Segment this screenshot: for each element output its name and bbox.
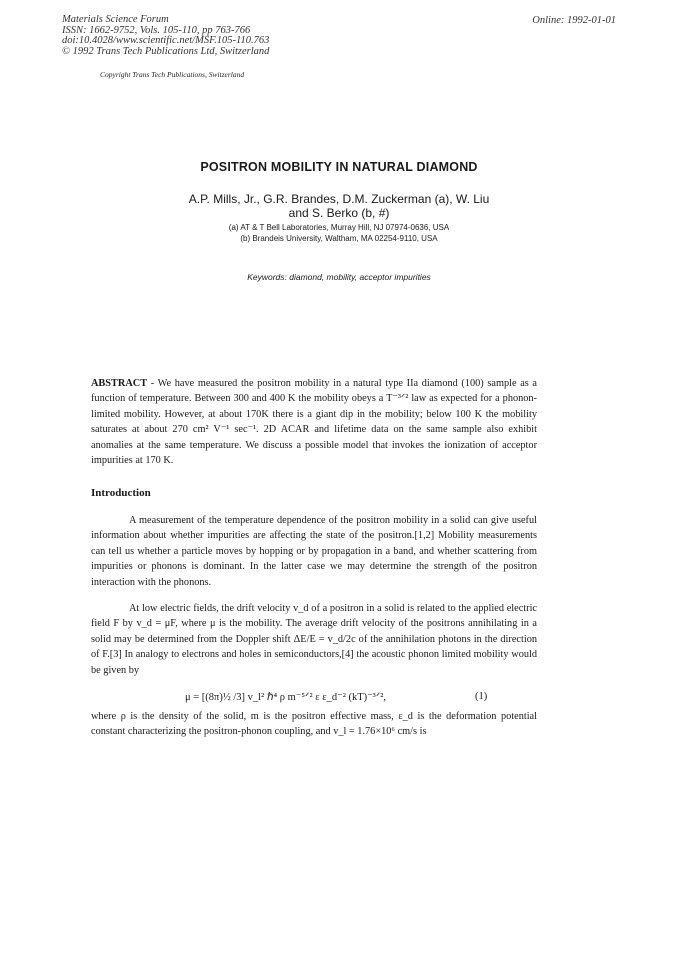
issn-line: ISSN: 1662-9752, Vols. 105-110, pp 763-766 xyxy=(62,24,251,36)
abstract-label: ABSTRACT xyxy=(91,378,148,389)
paper-title: POSITRON MOBILITY IN NATURAL DIAMOND xyxy=(200,160,478,174)
intro-paragraph-3: where ρ is the density of the solid, m is the positron effective mass, ε_d is the deformation potential constant characterizing the positron-phonon coupling, and v_l = 1.76×10⁶ cm/s is xyxy=(91,711,537,738)
affiliation-a: (a) AT & T Bell Laboratories, Murray Hill, NJ 07974-0636, USA xyxy=(228,223,450,232)
doi-line: doi:10.4028/www.scientific.net/MSF.105-110.763 xyxy=(62,35,270,46)
keywords: Keywords: diamond, mobility, acceptor impurities xyxy=(247,272,431,282)
equation-number: (1) xyxy=(475,691,488,702)
author-block xyxy=(0,193,678,220)
journal-name: Materials Science Forum xyxy=(62,14,169,25)
intro-paragraph-2: At low electric fields, the drift velocity v_d of a positron in a solid is related to the applied electric field F by v_d = μF, where μ is the mobility. The average drift velocity of the positrons annihilating in a solid may be determined from the Doppler shift ΔE/E = v_d/2c of the annihilation photons in the direction of F.[3] In analogy to electrons and holes in semiconductors,[4] the acoustic phonon limited mobility would be given by xyxy=(91,603,537,676)
affiliations xyxy=(0,222,678,244)
abstract-text: - We have measured the positron mobility in a natural type IIa diamond (100) sample as a function of temperature. Between 300 and 400 K the mobility obeys a T⁻³ᐟ² law as expected for a phonon-limited mobility. However, at about 170K there is a giant dip in the mobility; below 100 K the mobility saturates at about 270 cm² V⁻¹ sec⁻¹. 2D ACAR and lifetime data on the same sample also exhibit anomalies at the same temperature. We discuss a possible model that invokes the ionization of acceptor impurities at 170 K. xyxy=(91,378,537,467)
affiliation-b: (b) Brandeis University, Waltham, MA 02254-9110, USA xyxy=(240,234,438,243)
section-heading-introduction: Introduction xyxy=(91,487,151,499)
copyright-notice: Copyright Trans Tech Publications, Switzerland xyxy=(100,70,245,79)
publisher-copyright: © 1992 Trans Tech Publications Ltd, Switzerland xyxy=(62,45,270,57)
authors-line-2: and S. Berko (b, #) xyxy=(288,205,390,220)
abstract xyxy=(91,376,537,468)
online-date: Online: 1992-01-01 xyxy=(532,15,616,26)
equation-1: μ = [(8π)½ /3] v_l² ℏ⁴ ρ m⁻⁵ᐟ² ε ε_d⁻² (kT)⁻³ᐟ², xyxy=(185,692,387,703)
journal-header xyxy=(62,15,269,57)
authors-line-1: A.P. Mills, Jr., G.R. Brandes, D.M. Zuckerman (a), W. Liu xyxy=(188,192,490,206)
intro-paragraph-1: A measurement of the temperature dependence of the positron mobility in a solid can give useful information about whether impurities are affecting the state of the positron.[1,2] Mobility measurements can tell us whether a particle moves by hopping or by propagation in a band, and whether scattering from impurities or phonons is dominant. In the latter case we may determine the strength of the positron interaction with the phonons. xyxy=(91,515,537,588)
